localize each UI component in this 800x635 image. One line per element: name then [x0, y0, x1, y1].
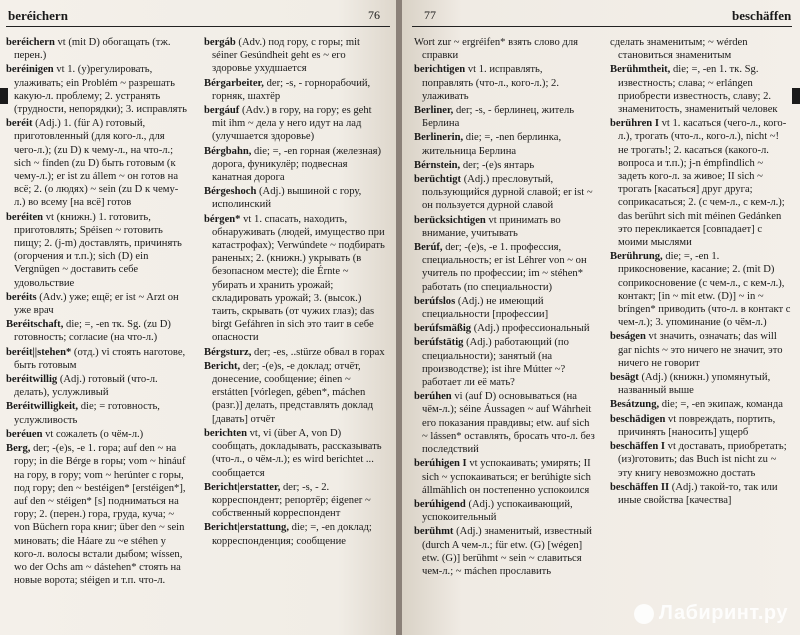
- dictionary-entry: [204, 77, 386, 103]
- dictionary-entry: [204, 346, 386, 359]
- labirint-logo-icon: [634, 604, 654, 624]
- dictionary-entry: [414, 336, 596, 389]
- entry-definition: (Adv.) в гору, на гору; es geht mit ihm ~ дела у него идут на лад (улучшается здоровье): [212, 105, 372, 143]
- entry-headword: Bérnstein,: [414, 159, 461, 171]
- entry-headword: Beréitschaft,: [6, 319, 64, 331]
- entry-headword: beschäffen I: [610, 441, 666, 453]
- entry-definition: der; -(e)s, -e 1. гора; auf den ~ на гору; in die Bérge в горы; vom ~ hináuf на гору, в гору; vom ~ herúnter с горы, под гору; den ~ bestéigen* [erstéigen*], auf den ~ stéigen* [s] подниматься на гору; 2. (перен.) гора, груда, куча; ~ von Büchern гора книг; über den ~ sein миновать; die Háare zu ~e stéhen у кого-л. волосы встали дыбом; wíssen, wo der Ochs am ~ dástehen* стоять на новые ворота; stéigen и т.п. что-л.: [14, 443, 186, 587]
- entry-definition: (отд.) vi стоять наготове, быть готовым: [14, 346, 186, 371]
- entry-definition: vt доставать, приобретать; (из)готовить; das Buch ist nicht zu ~ эту книгу невозможно достать: [618, 441, 787, 479]
- entry-definition: сделать знаменитым; ~ wérden становиться знаменитым: [610, 37, 748, 62]
- entry-definition: vt, vi (über A, von D) сообщать, докладывать, рассказывать (что-л., о чём-л.); es wird berichtet ... сообщается: [212, 427, 382, 479]
- entry-definition: die; = готовность, услужливость: [14, 401, 160, 426]
- entry-headword: Beréitwilligkeit,: [6, 401, 79, 413]
- entry-headword: beréit: [6, 118, 33, 130]
- watermark-text: Лабиринт.ру: [658, 602, 788, 624]
- entry-headword: besägt: [610, 372, 639, 384]
- thumb-index-tab-right: [792, 88, 800, 104]
- dictionary-entry: [6, 318, 188, 344]
- dictionary-entry: [414, 457, 596, 497]
- entry-headword: berúhen: [414, 391, 452, 403]
- dictionary-entry: [610, 250, 792, 329]
- entry-definition: Wort zur ~ ergréifen* взять слово для справки: [414, 37, 578, 62]
- entry-definition: vt 1. (у)регулировать, улаживать; ein Problém ~ разрешать какую-л. проблему; 2. устранять (трудности, непорядки); 3. исправлять: [14, 64, 187, 116]
- entry-definition: (Adj.) успокаивающий, успокоительный: [422, 498, 573, 524]
- dictionary-entry: [6, 36, 188, 62]
- entry-definition: die; =, -en тк. Sg. (zu D) готовность; согласие (на что-л.): [14, 319, 171, 344]
- right-head-rule: [412, 26, 792, 27]
- entry-definition: die; =, -en доклад; корреспонденция; сообщение: [212, 522, 372, 547]
- left-page: [0, 0, 398, 635]
- dictionary-entry: [204, 145, 386, 185]
- dictionary-entry: [414, 104, 596, 130]
- entry-headword: beréichern: [6, 37, 55, 48]
- dictionary-entry: [414, 131, 596, 157]
- entry-headword: Bericht|erstatter,: [204, 481, 281, 493]
- entry-headword: Berühmtheit,: [610, 64, 671, 76]
- entry-headword: berühren I: [610, 118, 659, 130]
- entry-headword: Berliner,: [414, 105, 454, 117]
- entry-headword: Besátzung,: [610, 399, 660, 411]
- entry-definition: der; -s, - 2. корреспондент; репортёр; éigener ~ собственный корреспондент: [212, 481, 371, 520]
- entry-headword: beréit||stehen*: [6, 346, 72, 358]
- dictionary-entry: [414, 63, 596, 103]
- dictionary-entry: [414, 498, 596, 524]
- dictionary-entry: [6, 400, 188, 426]
- dictionary-entry: [414, 159, 596, 172]
- entry-headword: Bérgarbeiter,: [204, 77, 264, 89]
- entry-headword: berühmt: [414, 526, 454, 538]
- dictionary-entry: [414, 390, 596, 456]
- dictionary-entry: [6, 373, 188, 399]
- dictionary-entry: [414, 36, 596, 62]
- right-page-number: 77: [424, 8, 436, 22]
- entry-definition: (Adj.) работающий (по специальности); занятый (на производстве); ist ihre Mútter ~? работает ли её мать?: [422, 337, 569, 389]
- entry-definition: der; -(e)s, -e 1. профессия, специальность; er ist Léhrer von ~ он учитель по профессии; im ~ stéhen* работать (по специальности): [422, 242, 587, 293]
- left-column-1: [6, 36, 188, 588]
- entry-definition: der; -(e)s, -e доклад; отчёт, донесение, сообщение; éinen ~ erstátten [vórlegen, gében*, máchen (разг.)] делать, представлять доклад [давать] отчёт: [212, 360, 374, 425]
- entry-definition: vt принимать во внимание, учитывать: [422, 214, 561, 239]
- entry-headword: berúfslos: [414, 295, 456, 307]
- entry-definition: der; -(e)s янтарь: [460, 159, 535, 171]
- entry-definition: die; =, -nen берлинка, жительница Берлина: [422, 132, 562, 157]
- entry-headword: Bericht,: [204, 360, 241, 372]
- left-running-head: beréichern: [8, 8, 68, 23]
- right-column-1: [414, 36, 596, 579]
- entry-definition: der; -es, ..stürze обвал в горах: [251, 346, 385, 358]
- dictionary-entry: [610, 63, 792, 116]
- dictionary-entry: [6, 346, 188, 372]
- entry-headword: beságen: [610, 331, 646, 343]
- entry-headword: beréits: [6, 291, 37, 303]
- left-page-number: 76: [368, 8, 380, 22]
- entry-headword: beréiten: [6, 211, 44, 223]
- entry-definition: die; =, -en экипаж, команда: [659, 399, 783, 411]
- entry-headword: Berúf,: [414, 242, 443, 254]
- dictionary-entry: [414, 525, 596, 578]
- entry-definition: (Adj.) профессиональный: [471, 323, 590, 335]
- dictionary-entry: [610, 398, 792, 411]
- entry-definition: vt повреждать, портить, причинять [наносить] ущерб: [618, 413, 776, 438]
- dictionary-entry: [204, 185, 386, 211]
- left-column-2: [204, 36, 386, 549]
- entry-definition: (Adj.) не имеющий специальности [профессии]: [422, 295, 549, 321]
- entry-headword: bérgen*: [204, 213, 241, 225]
- entry-definition: (Adj.) 1. (für A) готовый, приготовленный (для кого-л., для чего-л.); (zu D) к чему-л., на что-л.; sich ~ fínden (zu D) быть готовым (к чему-л.); er ist zu állem ~ он готов на всё; 2. (о людях) ~ sein (zu D к чему-л.) во всему [на всё] готов: [14, 118, 179, 209]
- entry-headword: beschäffen II: [610, 481, 670, 493]
- entry-definition: (Adj.) знаменитый, известный (durch A чем-л.; für etw. (G) [wégen] etw. (G)] berühmt ~ sein ~ славиться чем-л.; ~ máchen прославить: [422, 526, 592, 577]
- entry-headword: Berlinerin,: [414, 132, 464, 144]
- entry-definition: (Adj.) вышиной с гору, исполинский: [212, 186, 362, 211]
- dictionary-entry: [204, 521, 386, 547]
- entry-headword: berúfstätig: [414, 337, 464, 349]
- entry-definition: vt 1. спасать, находить, обнаруживать (людей, имущество при катастрофах); Verwúndete ~ подбирать раненых; 2. (книжн.) укрывать (в безопасном месте); die Érnte ~ убирать и хранить урожай; складировать урожай; 3. (высок.) таить, скрывать (от чужих глаз); das birgt Gefáhren in sich это таит в себе опасности: [212, 213, 385, 344]
- dictionary-entry: [204, 213, 386, 345]
- entry-definition: der; -s, - горнорабочий, горняк, шахтёр: [212, 77, 371, 102]
- entry-headword: beschädigen: [610, 413, 666, 425]
- right-running-head: beschäffen: [732, 8, 792, 23]
- entry-headword: beréinigen: [6, 64, 54, 76]
- dictionary-entry: [6, 211, 188, 290]
- entry-definition: vt 1. исправлять, поправлять (что-л., кого-л.); 2. улаживать: [422, 64, 559, 102]
- entry-headword: berücksichtigen: [414, 214, 486, 226]
- watermark: [634, 602, 788, 625]
- entry-headword: berüchtigt: [414, 174, 462, 186]
- dictionary-entry: [6, 117, 188, 209]
- entry-definition: vi (auf D) основываться (на чём-л.); séine Áussagen ~ auf Wáhrheit его показания правдивы; etw. auf sich ~ lássen* оставлять, бросать что-л. без последствий: [422, 391, 595, 456]
- dictionary-entry: [414, 173, 596, 213]
- entry-headword: beréuen: [6, 428, 43, 440]
- entry-definition: (Adv.) уже; ещё; er ist ~ Arzt он уже врач: [14, 291, 179, 317]
- entry-definition: der; -s, - берлинец, житель Берлина: [422, 105, 575, 130]
- dictionary-entry: [610, 330, 792, 370]
- dictionary-entry: [204, 104, 386, 144]
- entry-definition: die; =, -en горная (железная) дорога, фуникулёр; подвесная канатная дорога: [212, 145, 382, 184]
- entry-definition: (Adj.) пресловутый, пользующийся дурной славой; er ist ~ он пользуется дурной славой: [422, 174, 593, 212]
- entry-definition: (Adj.) такой-то, так или иные свойства [качества]: [618, 481, 778, 506]
- entry-definition: vt успокаивать; умирять; II sich ~ успокаиваться; er berúhigte sich állmählich он постепенно успокоился: [422, 458, 591, 496]
- dictionary-entry: [610, 413, 792, 439]
- dictionary-entry: [610, 36, 792, 62]
- dictionary-entry: [610, 440, 792, 480]
- dictionary-entry: [414, 322, 596, 335]
- entry-definition: die; =, -en 1. прикосновение, касание; 2. (mit D) соприкосновение (с чем-л., с кем-л.), контакт; [in ~ mit etw. (D)] ~ in ~ bríngen* приводить (что-л. в контакт с чем-л.); 3. упоминание (о чём-л.): [618, 251, 791, 329]
- dictionary-entry: [610, 117, 792, 249]
- dictionary-entry: [414, 214, 596, 240]
- entry-headword: Berg,: [6, 443, 31, 455]
- entry-headword: berichtigen: [414, 64, 466, 76]
- entry-definition: die; =, -en 1. тк. Sg. известность; слава; ~ erlángen приобрести известность, славу; 2. знаменитость, знаменитый человек: [618, 64, 778, 116]
- dictionary-entry: [610, 481, 792, 507]
- entry-headword: Bericht|erstattung,: [204, 522, 290, 534]
- entry-headword: berúhigen I: [414, 458, 467, 470]
- entry-headword: berúhigend: [414, 498, 466, 510]
- dictionary-entry: [6, 428, 188, 441]
- dictionary-entry: [6, 442, 188, 587]
- entry-definition: vt (mit D) обогащать (тж. перен.): [14, 37, 171, 62]
- entry-headword: berúfsmäßig: [414, 323, 472, 335]
- entry-definition: (Adj.) готовый (что-л. делать), услужливый: [14, 374, 158, 399]
- dictionary-entry: [610, 371, 792, 397]
- dictionary-entry: [6, 291, 188, 317]
- entry-headword: beréitwillig: [6, 374, 58, 386]
- right-page: [402, 0, 800, 635]
- dictionary-entry: [6, 63, 188, 116]
- dictionary-entry: [414, 295, 596, 321]
- entry-headword: Bérgeshoch: [204, 186, 257, 198]
- entry-definition: vt 1. касаться (чего-л., кого-л.), трогать (что-л., кого-л.), nicht ~! не трогать!; 2. касаться (какого-л. вопроса и т.п.); j-n émpfindlich ~ задеть кого-л. за живое; II sich ~ трогать [касаться] друг друга; соприкасаться; 2. (с чем-л., с кем-л.); das berührt sich mit méinen Gedánken это перекликается [совпадает] с моими мыслями: [618, 118, 787, 249]
- entry-headword: Bérgbahn,: [204, 145, 252, 157]
- entry-headword: bergáuf: [204, 105, 240, 117]
- entry-definition: vt (книжн.) 1. готовить, приготовлять; Spéisen ~ готовить пищу; 2. (j-m) доставлять, причинять (огорчения и т.п.); sich (D) ein Vergnügen ~ доставить себе удовольствие: [14, 211, 182, 289]
- entry-headword: berichten: [204, 427, 247, 439]
- entry-headword: Berührung,: [610, 251, 663, 263]
- thumb-index-tab: [0, 88, 8, 104]
- entry-definition: vt сожалеть (о чём-л.): [42, 428, 144, 440]
- dictionary-entry: [204, 360, 386, 426]
- entry-headword: bergáb: [204, 37, 236, 48]
- left-head-rule: [6, 26, 390, 27]
- dictionary-entry: [204, 36, 386, 76]
- entry-definition: vt значить, означать; das will gar nichts ~ это ничего не значит, это ничего не говорит: [618, 331, 783, 369]
- dictionary-entry: [414, 241, 596, 294]
- dictionary-entry: [204, 481, 386, 521]
- entry-headword: Bérgsturz,: [204, 346, 252, 358]
- dictionary-entry: [204, 427, 386, 480]
- right-column-2: [610, 36, 792, 508]
- entry-definition: (Adj.) (книжн.) упомянутый, названный выше: [618, 372, 771, 397]
- entry-definition: (Adv.) под гору, с горы; mit séiner Gesúndheit geht es ~ его здоровье ухудшается: [212, 37, 360, 75]
